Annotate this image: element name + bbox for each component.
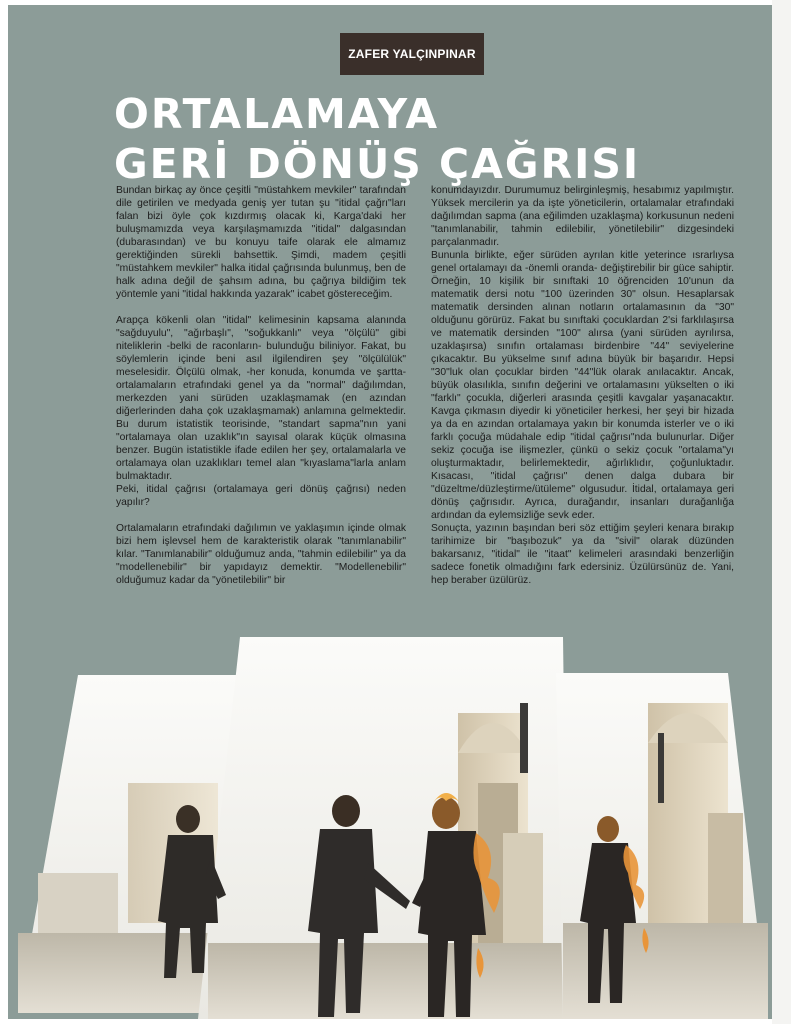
paragraph: Bununla birlikte, eğer sürüden ayrılan kitle yeterince ısrarlıysa genel ortalamayı da -önemli oranda- değiştirebilir bir güce sahiptir. Örneğin, 10 kişilik bir sınıftaki 10 öğrenciden 10'unun da matematik dersi notu "100 üzerinden 30" olsun. Hesaplarsak matematik dersinden alınan notların ortalamasının da "30" olduğunu görürüz. Fakat bu sınıftaki çocuklardan 2'si farklılaşırsa ve matematik dersinden "100" alırsa (yani sürüden ayrılırsa, uzaklaşırsa) sınıfın ortalaması birdenbire "44" seviyelerine çıkacaktır. Bu yükselme sınıf adına büyük bir başarıdır. Hepsi "30"luk olan çocuklar birden "44"lük olarak anılacaktır. Ancak, büyük olasılıkla, sınıfın değerini ve ortalamasını yükselten o iki "farklı" çocukla, diğerleri arasında çeşitli kavgalar yaşanacaktır. Kavga çıkmasın diyedir ki yöneticiler herkesi, her şeyi bir hizada ya da en azından ortalamaya yakın bir konumda isterler ve o iki farklı çocuğa müdahale edip "itidal çağrısı"nda bulunurlar. Diğer sekiz çocuğa ise ilişmezler, çünkü o sekiz çocuk "ortalama"yı oluşturmaktadır, belirlemektedir, ağırlıklıdır, çoğunluktadır. Kısacası, "itidal çağrısı" denen dalga dubara bir "düzeltme/düzleştirme/ütüleme" olgusudur. İtidal, ortalamaya geri dönüş çağrısıdır. Ayrıca, durağandır, insanları durağanlığa ardından da eylemsizliğe sevk eder. (431, 250, 734, 521)
photo-frame-center (198, 637, 568, 1019)
paragraph: Arapça kökenli olan "itidal" kelimesinin kapsama alanında "sağduyulu", "ağırbaşlı", "soğukkanlı" veya "ölçülü" gibi niteliklerin -belki de raconların- bulunduğu biliniyor. Fakat, bu söylemlerin içinde beni asıl ilgilendiren şey "ölçülülük" meselesidir. Ölçülü olmak, -her konuda, konumda ve şartta- ortalamaların etrafındaki genel ya da "normal" dağılımdan, merkezden yani sürüden uzaklaşmamak (en azından diğerlerinden daha çok uzaklaşmamak) anlamına gelmektedir. Bu durum istatistik teorisinde, "standart sapma"nın yani "ortalamaya olan uzaklık"ın sayısal olarak küçük olmasına benzer. Bugün istatistikle ifade edilen her şey, ortalamalarla ve ortalamaya olan uzaklıkları temel alan "kıyaslama"larla anlam bulmaktadır. (116, 315, 406, 482)
author-byline: ZAFER YALÇINPINAR (340, 33, 484, 75)
paragraph: Sonuçta, yazının başından beri söz ettiğim şeyleri kenara bırakıp tarihimize bir "başıbozuk" ya da "sivil" olarak düzünden bakarsanız, "itidal" ile "itaat" kelimeleri arasındaki benzerliğin sadece fonetik olmadığını fark edersiniz. Üzülürsünüz de. Yani, hep beraber üzülürüz. (431, 523, 734, 586)
page-edge (772, 0, 791, 1024)
handshake-photo-collage (8, 633, 772, 1019)
paragraph: konumdayızdır. Durumumuz belirginleşmiş, hesabımız yapılmıştır. Yüksek mercilerin ya da işte yöneticilerin, ortalamalar etrafındaki dağılımdan sapma (ana eğilimden uzaklaşma) korkusunun nedeni "tanımlanabilir, tahmin edilebilir, yönetilebilir" dizgesindeki parçalanmadır. (431, 185, 734, 248)
paragraph: Ortalamaların etrafındaki dağılımın ve yaklaşımın içinde olmak bizi hem işlevsel hem de karakteristik olarak "tanımlanabilir" kılar. "Tanımlanabilir" olduğumuz anda, "tahmin edilebilir" ya da "modellenebilir" bir yapıdayız demektir. "Modellenebilir" olduğumuz kadar da "yönetilebilir" bir (116, 523, 406, 586)
photo-frame-right (556, 673, 768, 1019)
right-column (431, 184, 734, 587)
title-line-2: GERİ DÖNÜŞ ÇAĞRISI (114, 140, 641, 188)
left-column (116, 184, 406, 600)
title-line-1: ORTALAMAYA (114, 90, 440, 138)
paragraph: Bundan birkaç ay önce çeşitli "müstahkem mevkiler" tarafından dile getirilen ve medyada geniş yer tutan şu "itidal çağrı"ları falan bizi öyle çok kızdırmış olacak ki, Karga'daki her buluşmamızda veya karşılaşmamızda "itidal" dalgasından (dubarasından) ve bu konuyu taife olarak ele almamız gerektiğinden sürekli bahsettik. Şimdi, madem çeşitli "müstahkem mevkiler" halka itidal çağrısında bulunmuş, ben de halk adına değil de şahsım adına, bu çağrıya bildiğim tek yöntemle yani "itidal hakkında yazarak" icabet göstereceğim. (116, 185, 406, 300)
photo-illustration (8, 633, 772, 1019)
paragraph: Peki, itidal çağrısı (ortalamaya geri dönüş çağrısı) neden yapılır? (116, 484, 406, 508)
article-title (114, 89, 674, 189)
magazine-page (8, 5, 772, 1019)
